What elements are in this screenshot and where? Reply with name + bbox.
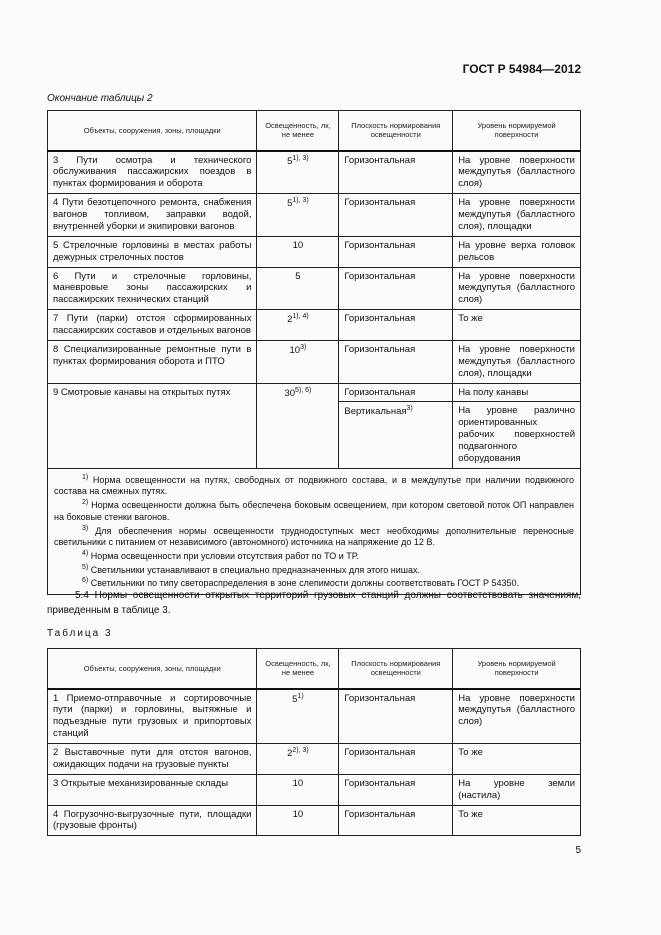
table-2 <box>47 110 581 595</box>
object-cell: 4 Погрузочно-выгрузочные пути, площадки (грузовые фронты) <box>48 805 257 836</box>
plane-cell: Горизонтальная <box>339 267 453 310</box>
footnote-ref: 2), 3) <box>292 747 309 754</box>
footnote <box>54 549 574 563</box>
plane-cell: Горизонтальная <box>339 340 453 383</box>
level-cell: На полу канавы <box>453 383 581 402</box>
object-cell: 5 Стрелочные горловины в местах работы дежурных стрелочных постов <box>48 236 257 267</box>
table-row <box>48 383 581 402</box>
plane-cell: Горизонтальная <box>339 744 453 775</box>
table2-caption: Окончание таблицы 2 <box>47 93 153 104</box>
illuminance-cell <box>257 689 339 744</box>
col-header-plane: Плоскость нормирования освещенности <box>339 111 453 151</box>
plane-cell: Горизонтальная <box>339 805 453 836</box>
table-row <box>48 151 581 194</box>
footnote-text: Норма освещенности должна быть обеспечена боковым освещением, при котором световой поток ОП направлен на боковые стенки вагонов. <box>54 500 574 522</box>
table-row <box>48 194 581 237</box>
footnote-mark: 1) <box>82 473 89 481</box>
illuminance-value: 5 <box>292 693 298 705</box>
plane-value: Вертикальная <box>344 406 407 418</box>
table-row <box>48 689 581 744</box>
footnote-text: Светильники по типу светораспределения в зоне слепимости должны соответствовать ГОСТ Р 54350. <box>90 578 519 589</box>
footnote <box>54 563 574 577</box>
illuminance-cell <box>257 774 339 805</box>
illuminance-cell <box>257 383 339 468</box>
table-3 <box>47 648 581 836</box>
footnotes <box>48 468 581 594</box>
plane-cell: Горизонтальная <box>339 774 453 805</box>
plane-cell: Горизонтальная <box>339 151 453 194</box>
level-cell: То же <box>453 310 581 341</box>
table-row <box>48 267 581 310</box>
table3-caption: Таблица 3 <box>47 628 113 639</box>
footnote <box>54 524 574 549</box>
footnote-text: Для обеспечения нормы освещенности труднодоступных мест необходимы дополнительные переносные светильники с питанием от независимого (автономного) источника на напряжение до 12 В. <box>54 525 574 548</box>
illuminance-value: 5 <box>295 270 301 282</box>
footnote-mark: 5) <box>82 563 89 571</box>
col-header-objects: Объекты, сооружения, зоны, площадки <box>48 111 257 151</box>
level-cell: На уровне поверхности междупутья (балластного слоя), площадки <box>453 340 581 383</box>
illuminance-value: 2 <box>287 314 293 326</box>
object-cell: 3 Открытые механизированные склады <box>48 774 257 805</box>
illuminance-value: 10 <box>292 777 304 789</box>
illuminance-value: 5 <box>287 198 293 210</box>
plane-cell: Горизонтальная <box>339 236 453 267</box>
illuminance-cell <box>257 236 339 267</box>
level-cell: На уровне верха головок рельсов <box>453 236 581 267</box>
table-row <box>48 310 581 341</box>
illuminance-cell <box>257 151 339 194</box>
footnote-mark: 3) <box>82 524 89 532</box>
footnote-ref: 3) <box>300 343 307 351</box>
footnote-ref: 1), 4) <box>292 313 309 321</box>
level-cell: На уровне поверхности междупутья (балластного слоя) <box>453 267 581 310</box>
page-number: 5 <box>575 845 581 856</box>
table-row <box>48 340 581 383</box>
object-cell: 3 Пути осмотра и технического обслуживания пассажирских поездов в пунктах формирования и оборота <box>48 151 257 194</box>
illuminance-cell <box>257 267 339 310</box>
table-row <box>48 805 581 836</box>
col-header-illuminance: Освещенность, лк, не менее <box>257 649 339 689</box>
level-cell: На уровне поверхности междупутья (балластного слоя) <box>453 689 581 744</box>
illuminance-value: 5 <box>287 155 293 167</box>
object-cell: 6 Пути и стрелочные горловины, маневровые зоны пассажирских и пассажирских технических станций <box>48 267 257 310</box>
level-cell: То же <box>453 744 581 775</box>
col-header-plane: Плоскость нормирования освещенности <box>339 649 453 689</box>
footnote-mark: 6) <box>82 577 89 585</box>
col-header-level: Уровень нормируемой поверхности <box>453 649 581 689</box>
footnote <box>54 498 574 523</box>
object-cell: 9 Смотровые канавы на открытых путях <box>48 383 257 468</box>
document-id: ГОСТ Р 54984—2012 <box>462 62 581 76</box>
table-row <box>48 744 581 775</box>
object-cell: 1 Приемо-отправочные и сортировочные пути (парки) и горловины, вытяжные и подъездные пути грузовых и припортовых станций <box>48 689 257 744</box>
footnote-ref: 5), 6) <box>295 386 312 394</box>
col-header-level: Уровень нормируемой поверхности <box>453 111 581 151</box>
object-cell: 4 Пути безотцепочного ремонта, снабжения вагонов топливом, заправки водой, внутренней уборки и экипировки вагонов <box>48 194 257 237</box>
illuminance-value: 10 <box>289 345 301 357</box>
plane-cell: Горизонтальная <box>339 194 453 237</box>
footnote-text: Норма освещенности при условии отсутствия работ по ТО и ТР. <box>90 550 359 561</box>
plane-cell: Горизонтальная <box>339 689 453 744</box>
illuminance-cell <box>257 310 339 341</box>
illuminance-value: 10 <box>292 808 304 820</box>
footnote-mark: 2) <box>82 499 89 507</box>
footnote-text: Светильники устанавливают в специально предназначенных для этого нишах. <box>90 564 421 575</box>
footnote-ref: 1), 3) <box>292 197 309 205</box>
table-row <box>48 774 581 805</box>
level-cell: На уровне поверхности междупутья (балластного слоя), площадки <box>453 194 581 237</box>
plane-cell: Горизонтальная <box>339 383 453 402</box>
illuminance-value: 10 <box>292 239 304 251</box>
illuminance-cell <box>257 194 339 237</box>
object-cell: 2 Выставочные пути для отстоя вагонов, ожидающих подачи на грузовые пункты <box>48 744 257 775</box>
level-cell: На уровне поверхности междупутья (балластного слоя) <box>453 151 581 194</box>
plane-cell <box>339 402 453 468</box>
illuminance-cell <box>257 744 339 775</box>
col-header-objects: Объекты, сооружения, зоны, площадки <box>48 649 257 689</box>
footnote-text: Норма освещенности на путях, свободных от подвижного состава, и в междупутье при наличии подвижного состава на смежных путях. <box>54 474 574 497</box>
illuminance-cell <box>257 340 339 383</box>
footnote-ref: 1) <box>297 692 304 700</box>
footnote <box>54 473 574 498</box>
level-cell: На уровне различно ориентированных рабочих поверхностей подвагонного оборудования <box>453 402 581 468</box>
level-cell: На уровне земли (настила) <box>453 774 581 805</box>
paragraph-5-4: 5.4 Нормы освещенности открытых территорий грузовых станций должны соответствовать значениям, приведенным в таблице 3. <box>47 590 581 616</box>
footnotes-row <box>48 468 581 594</box>
object-cell: 8 Специализированные ремонтные пути в пунктах формирования оборота и ПТО <box>48 340 257 383</box>
object-cell: 7 Пути (парки) отстоя сформированных пассажирских составов и отдельных вагонов <box>48 310 257 341</box>
illuminance-value: 2 <box>287 748 293 760</box>
illuminance-cell <box>257 805 339 836</box>
plane-cell: Горизонтальная <box>339 310 453 341</box>
col-header-illuminance: Освещенность, лк, не менее <box>257 111 339 151</box>
illuminance-value: 30 <box>284 387 296 399</box>
level-cell: То же <box>453 805 581 836</box>
footnote-mark: 4) <box>82 549 89 557</box>
footnote-ref: 1), 3) <box>292 154 309 162</box>
table-row <box>48 236 581 267</box>
footnote-ref: 3) <box>406 405 413 413</box>
